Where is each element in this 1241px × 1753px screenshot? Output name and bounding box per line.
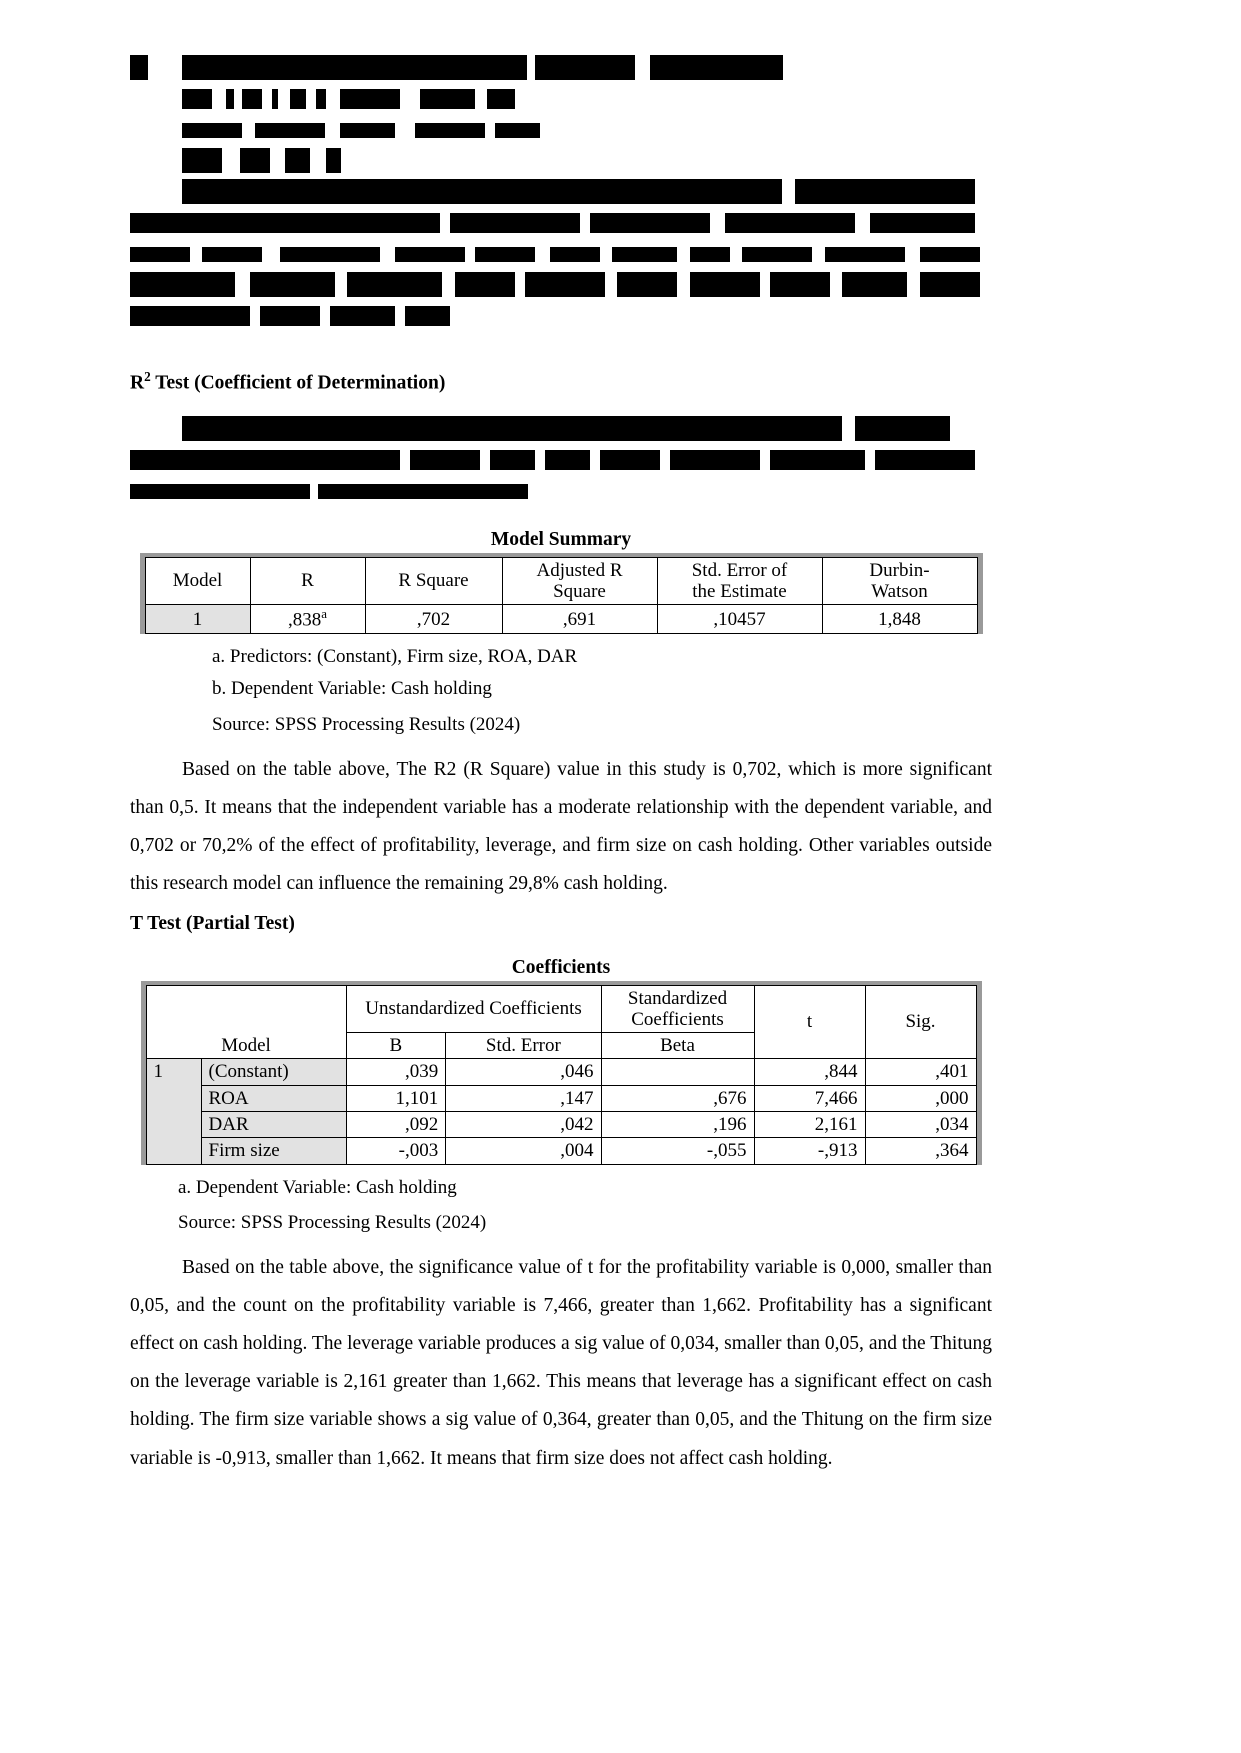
redacted-bar — [770, 272, 830, 297]
redacted-bar — [410, 450, 480, 470]
redacted-bar — [285, 148, 310, 173]
redacted-bar — [260, 306, 320, 326]
table-row — [146, 1059, 976, 1085]
redacted-bar — [272, 89, 278, 109]
redacted-bar — [130, 55, 148, 80]
col-subheader-b: B — [346, 1033, 446, 1059]
redacted-block-middle — [130, 416, 992, 504]
redacted-bar — [487, 89, 515, 109]
redacted-bar — [650, 55, 783, 80]
redacted-bar — [770, 450, 865, 470]
col-subheader-std-error: Std. Error — [446, 1033, 601, 1059]
coefficients-title: Coefficients — [511, 956, 611, 978]
model-summary-footnote-a: a. Predictors: (Constant), Firm size, ROA, DAR — [212, 645, 578, 667]
redacted-block-top — [130, 55, 992, 329]
coefficients-tbody — [146, 1059, 976, 1164]
col-header-stderr-line1: Std. Error of — [691, 559, 788, 581]
cell-b: ,092 — [346, 1112, 446, 1138]
cell-std-error: ,046 — [446, 1059, 601, 1085]
redacted-bar — [870, 213, 975, 233]
cell-beta: ,196 — [601, 1112, 754, 1138]
table-row — [145, 605, 977, 634]
redacted-bar — [240, 148, 270, 173]
redacted-bar — [395, 247, 465, 262]
cell-t: 7,466 — [754, 1085, 865, 1111]
redacted-line — [130, 416, 992, 442]
redacted-bar — [316, 89, 326, 109]
col-header-model — [145, 557, 250, 605]
redacted-bar — [742, 247, 812, 262]
table-row — [146, 1138, 976, 1164]
cell-variable-name: (Constant) — [201, 1059, 346, 1085]
redacted-bar — [202, 247, 262, 262]
redacted-bar — [182, 416, 842, 441]
col-subheader-beta: Beta — [601, 1033, 754, 1059]
cell-model: 1 — [145, 605, 250, 634]
redacted-bar — [130, 213, 440, 233]
redacted-bar — [875, 450, 975, 470]
redacted-line — [130, 148, 992, 174]
redacted-bar — [255, 123, 325, 138]
cell-t: -,913 — [754, 1138, 865, 1164]
redacted-bar — [525, 272, 605, 297]
cell-durbin-watson: 1,848 — [822, 605, 977, 634]
redacted-bar — [318, 484, 528, 499]
redacted-bar — [130, 450, 400, 470]
cell-variable-name: ROA — [201, 1085, 346, 1111]
redacted-bar — [130, 484, 310, 499]
redacted-bar — [455, 272, 515, 297]
cell-std-error: ,147 — [446, 1085, 601, 1111]
redacted-bar — [450, 213, 580, 233]
model-summary-title-wrap — [130, 529, 992, 551]
redacted-bar — [405, 306, 450, 326]
r2-heading-prefix: R — [130, 372, 145, 394]
redacted-bar — [290, 89, 306, 109]
redacted-bar — [280, 247, 380, 262]
redacted-bar — [920, 272, 980, 297]
redacted-bar — [242, 89, 262, 109]
redacted-bar — [490, 450, 535, 470]
r2-test-heading — [130, 368, 992, 396]
cell-sig: ,034 — [865, 1112, 976, 1138]
col-header-r-text: R — [301, 570, 314, 592]
model-summary-table — [145, 557, 978, 634]
coefficients-footnote-a: a. Dependent Variable: Cash holding — [178, 1176, 457, 1198]
redacted-line — [130, 55, 992, 81]
cell-sig: ,401 — [865, 1059, 976, 1085]
cell-beta: -,055 — [601, 1138, 754, 1164]
redacted-bar — [420, 89, 475, 109]
redacted-bar — [855, 416, 950, 441]
redacted-bar — [495, 123, 540, 138]
redacted-line — [130, 241, 992, 267]
cell-t: ,844 — [754, 1059, 865, 1085]
cell-model-number: 1 — [146, 1059, 201, 1164]
coefficients-table-wrap — [146, 985, 977, 1165]
redacted-bar — [250, 272, 335, 297]
table-edge-right — [978, 553, 983, 634]
col-header-model-text: Model — [172, 570, 223, 592]
redacted-bar — [670, 450, 760, 470]
redacted-bar — [130, 272, 235, 297]
redacted-bar — [590, 213, 710, 233]
redacted-bar — [617, 272, 677, 297]
col-header-r — [250, 557, 365, 605]
model-summary-footnote-b: b. Dependent Variable: Cash holding — [212, 678, 492, 700]
redacted-bar — [612, 247, 677, 262]
model-summary-source: Source: SPSS Processing Results (2024) — [212, 713, 521, 735]
cell-b: 1,101 — [346, 1085, 446, 1111]
redacted-bar — [725, 213, 855, 233]
coefficients-thead — [146, 985, 976, 1059]
t-test-analysis-paragraph: Based on the table above, the significance value of t for the profitability variable is 0,000, smaller than 0,05, and the count on the profitability variable is 7,466, greater than 1,662. Profitability has a significant effect on cash holding. The leverage variable produces a sig value of 0,034, smaller than 0,05, and the Thitung on the leverage variable is 2,161 greater than 1,662. This means that leverage has a significant effect on cash holding. The firm size variable shows a sig value of 0,364, greater than 0,05, and the Thitung on the firm size variable is -0,913, smaller than 1,662. It means that firm size does not affect cash holding. — [130, 1257, 992, 1469]
r2-heading-rest: Test (Coefficient of Determination) — [150, 372, 446, 394]
redacted-bar — [182, 148, 222, 173]
col-header-adjusted-r-square — [502, 557, 657, 605]
table-row — [146, 1112, 976, 1138]
col-header-model-text: Model — [221, 1035, 271, 1057]
col-header-unstandardized: Unstandardized Coefficients — [346, 985, 601, 1033]
redacted-line — [130, 117, 992, 143]
redacted-bar — [795, 179, 975, 204]
table-row — [146, 1085, 976, 1111]
cell-std-error: ,004 — [446, 1138, 601, 1164]
redacted-bar — [920, 247, 980, 262]
table-header-row-group — [146, 985, 976, 1033]
col-header-model — [146, 985, 346, 1059]
col-header-dw-line1: Durbin- — [869, 559, 930, 581]
redacted-bar — [550, 247, 600, 262]
coefficients-source: Source: SPSS Processing Results (2024) — [178, 1211, 487, 1233]
col-header-adj-line2: Square — [553, 581, 606, 603]
redacted-line — [130, 447, 992, 473]
cell-std-error: ,10457 — [657, 605, 822, 634]
redacted-bar — [340, 123, 395, 138]
redacted-bar — [130, 306, 250, 326]
cell-beta — [601, 1059, 754, 1085]
col-header-sig: Sig. — [865, 985, 976, 1059]
col-header-std-line1: Standardized — [627, 987, 728, 1009]
redacted-line — [130, 272, 992, 298]
page-content — [130, 55, 992, 1478]
redacted-bar — [226, 89, 234, 109]
redacted-line — [130, 179, 992, 205]
model-summary-table-center — [130, 557, 992, 639]
table-header-row — [145, 557, 977, 605]
redacted-bar — [182, 179, 782, 204]
cell-std-error: ,042 — [446, 1112, 601, 1138]
model-summary-title: Model Summary — [490, 528, 632, 550]
cell-r-value: ,838 — [288, 609, 322, 631]
col-header-r-square-text: R Square — [398, 570, 469, 592]
model-summary-thead — [145, 557, 977, 605]
col-header-adj-line1: Adjusted R — [536, 559, 623, 581]
col-header-stderr-line2: the Estimate — [692, 581, 787, 603]
col-header-dw-line2: Watson — [871, 581, 928, 603]
redacted-line — [130, 210, 992, 236]
cell-t: 2,161 — [754, 1112, 865, 1138]
col-header-t: t — [754, 985, 865, 1059]
cell-adjusted-r-square: ,691 — [502, 605, 657, 634]
redacted-bar — [690, 272, 760, 297]
redacted-line — [130, 86, 992, 112]
coefficients-table-center — [130, 985, 992, 1170]
redacted-line — [130, 303, 992, 329]
col-header-r-square — [365, 557, 502, 605]
cell-b: -,003 — [346, 1138, 446, 1164]
col-header-std-line2: Coefficients — [631, 1008, 724, 1030]
redacted-line — [130, 478, 992, 504]
redacted-bar — [842, 272, 907, 297]
redacted-bar — [130, 247, 190, 262]
cell-beta: ,676 — [601, 1085, 754, 1111]
redacted-bar — [535, 55, 635, 80]
cell-r-superscript: a — [321, 606, 327, 622]
cell-sig: ,000 — [865, 1085, 976, 1111]
redacted-bar — [182, 55, 527, 80]
redacted-bar — [347, 272, 442, 297]
redacted-bar — [340, 89, 400, 109]
redacted-bar — [690, 247, 730, 262]
cell-r — [250, 605, 365, 634]
t-test-heading: T Test (Partial Test) — [130, 913, 295, 935]
redacted-bar — [600, 450, 660, 470]
redacted-bar — [182, 123, 242, 138]
col-header-standardized — [601, 985, 754, 1033]
cell-variable-name: Firm size — [201, 1138, 346, 1164]
col-header-durbin-watson — [822, 557, 977, 605]
cell-sig: ,364 — [865, 1138, 976, 1164]
r2-heading-superscript: 2 — [144, 369, 151, 384]
redacted-bar — [545, 450, 590, 470]
table-edge-right — [977, 981, 982, 1165]
redacted-bar — [182, 89, 212, 109]
redacted-bar — [415, 123, 485, 138]
coefficients-title-wrap — [130, 957, 992, 979]
redacted-bar — [825, 247, 905, 262]
cell-variable-name: DAR — [201, 1112, 346, 1138]
model-summary-tbody — [145, 605, 977, 634]
coefficients-table — [146, 985, 977, 1165]
model-summary-table-wrap — [145, 557, 978, 634]
cell-b: ,039 — [346, 1059, 446, 1085]
redacted-bar — [475, 247, 535, 262]
col-header-std-error — [657, 557, 822, 605]
cell-r-square: ,702 — [365, 605, 502, 634]
redacted-bar — [326, 148, 341, 173]
r2-analysis-paragraph: Based on the table above, The R2 (R Square) value in this study is 0,702, which is more significant than 0,5. It means that the independent variable has a moderate relationship with the dependent variable, and 0,702 or 70,2% of the effect of profitability, leverage, and firm size on cash holding. Other variables outside this research model can influence the remaining 29,8% cash holding. — [130, 759, 992, 895]
redacted-bar — [330, 306, 395, 326]
